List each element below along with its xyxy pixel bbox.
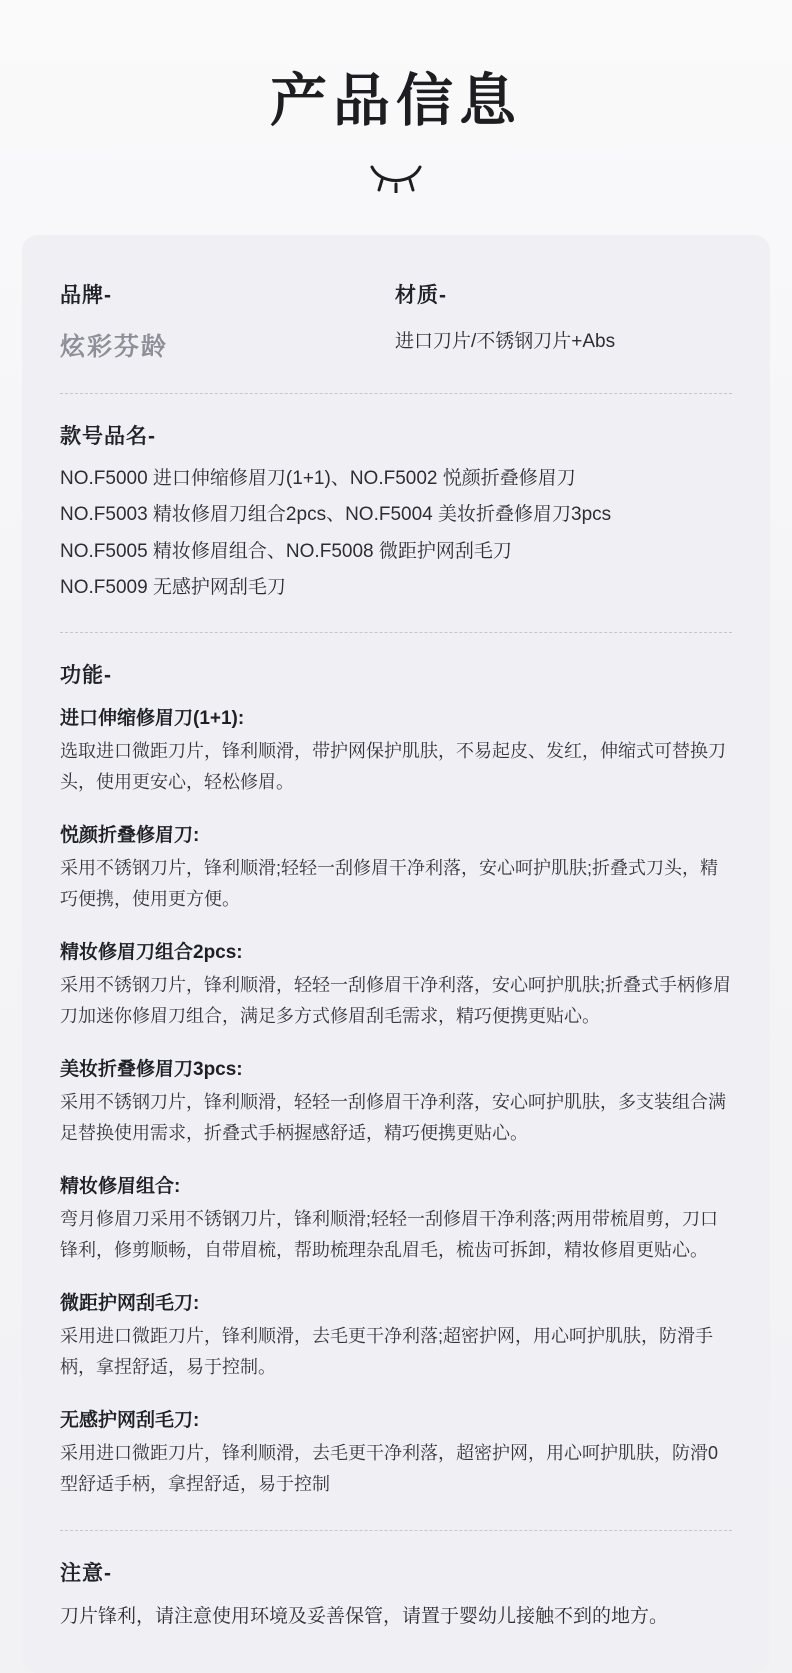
eyelash-icon (366, 163, 426, 193)
list-item (60, 703, 732, 798)
function-body: 选取进口微距刀片，锋利顺滑，带护网保护肌肤，不易起皮、发红，伸缩式可替换刀头，使用更安心，轻松修眉。 (60, 741, 726, 793)
function-body: 采用不锈钢刀片，锋利顺滑，轻轻一刮修眉干净利落，安心呵护肌肤;折叠式手柄修眉刀加迷你修眉刀组合，满足多方式修眉刮毛需求，精巧便携更贴心。 (60, 975, 731, 1027)
function-body: 采用不锈钢刀片，锋利顺滑，轻轻一刮修眉干净利落，安心呵护肌肤，多支装组合满足替换使用需求，折叠式手柄握感舒适，精巧便携更贴心。 (60, 1092, 726, 1144)
function-title: 悦颜折叠修眉刀: (60, 825, 200, 847)
divider-2 (60, 632, 732, 633)
function-title: 无感护网刮毛刀: (60, 1409, 200, 1431)
models-list (60, 464, 732, 603)
product-info-card (22, 235, 770, 1673)
function-title: 精妆修眉组合: (60, 1176, 181, 1198)
functions-section (60, 659, 732, 1499)
notice-label: 注意- (60, 1561, 112, 1585)
function-title: 精妆修眉刀组合2pcs: (60, 942, 243, 964)
list-item (60, 1054, 732, 1149)
brand-field (60, 279, 395, 363)
list-item (60, 1288, 732, 1383)
brand-label: 品牌- (60, 283, 112, 307)
function-title: 进口伸缩修眉刀(1+1): (60, 708, 245, 730)
notice-section (60, 1557, 732, 1633)
function-body: 采用进口微距刀片，锋利顺滑，去毛更干净利落，超密护网，用心呵护肌肤，防滑0型舒适手柄，拿捏舒适，易于控制 (60, 1442, 719, 1494)
divider-3 (60, 1530, 732, 1531)
list-item (60, 1171, 732, 1266)
brand-name: 炫彩芬龄 (60, 332, 169, 361)
divider-1 (60, 393, 732, 394)
list-item (60, 937, 732, 1032)
material-label: 材质- (395, 283, 447, 307)
list-item (60, 1405, 732, 1500)
function-title: 美妆折叠修眉刀3pcs: (60, 1059, 243, 1081)
functions-label: 功能- (60, 664, 112, 688)
function-body: 采用不锈钢刀片，锋利顺滑;轻轻一刮修眉干净利落，安心呵护肌肤;折叠式刀头，精巧便携，使用更方便。 (60, 858, 718, 910)
models-section (60, 420, 732, 603)
list-item: NO.F5005 精妆修眉组合、NO.F5008 微距护网刮毛刀 (60, 540, 512, 562)
page-title: 产品信息 (270, 69, 522, 133)
list-item: NO.F5000 进口伸缩修眉刀(1+1)、NO.F5002 悦颜折叠修眉刀 (60, 467, 576, 489)
material-field (395, 279, 732, 357)
page-header (0, 0, 792, 193)
function-body: 采用进口微距刀片，锋利顺滑，去毛更干净利落;超密护网，用心呵护肌肤，防滑手柄，拿捏舒适，易于控制。 (60, 1325, 713, 1377)
function-body: 弯月修眉刀采用不锈钢刀片，锋利顺滑;轻轻一刮修眉干净利落;两用带梳眉剪，刀口锋利，修剪顺畅，自带眉梳，帮助梳理杂乱眉毛，梳齿可拆卸，精妆修眉更贴心。 (60, 1209, 718, 1261)
list-item: NO.F5003 精妆修眉刀组合2pcs、NO.F5004 美妆折叠修眉刀3pcs (60, 504, 612, 526)
function-title: 微距护网刮毛刀: (60, 1292, 200, 1314)
brand-material-row (60, 279, 732, 363)
functions-list (60, 703, 732, 1499)
models-label: 款号品名- (60, 424, 156, 448)
list-item: NO.F5009 无感护网刮毛刀 (60, 577, 286, 598)
notice-body: 刀片锋利，请注意使用环境及妥善保管，请置于婴幼儿接触不到的地方。 (60, 1605, 669, 1627)
material-value: 进口刀片/不锈钢刀片+Abs (395, 330, 616, 352)
list-item (60, 820, 732, 915)
